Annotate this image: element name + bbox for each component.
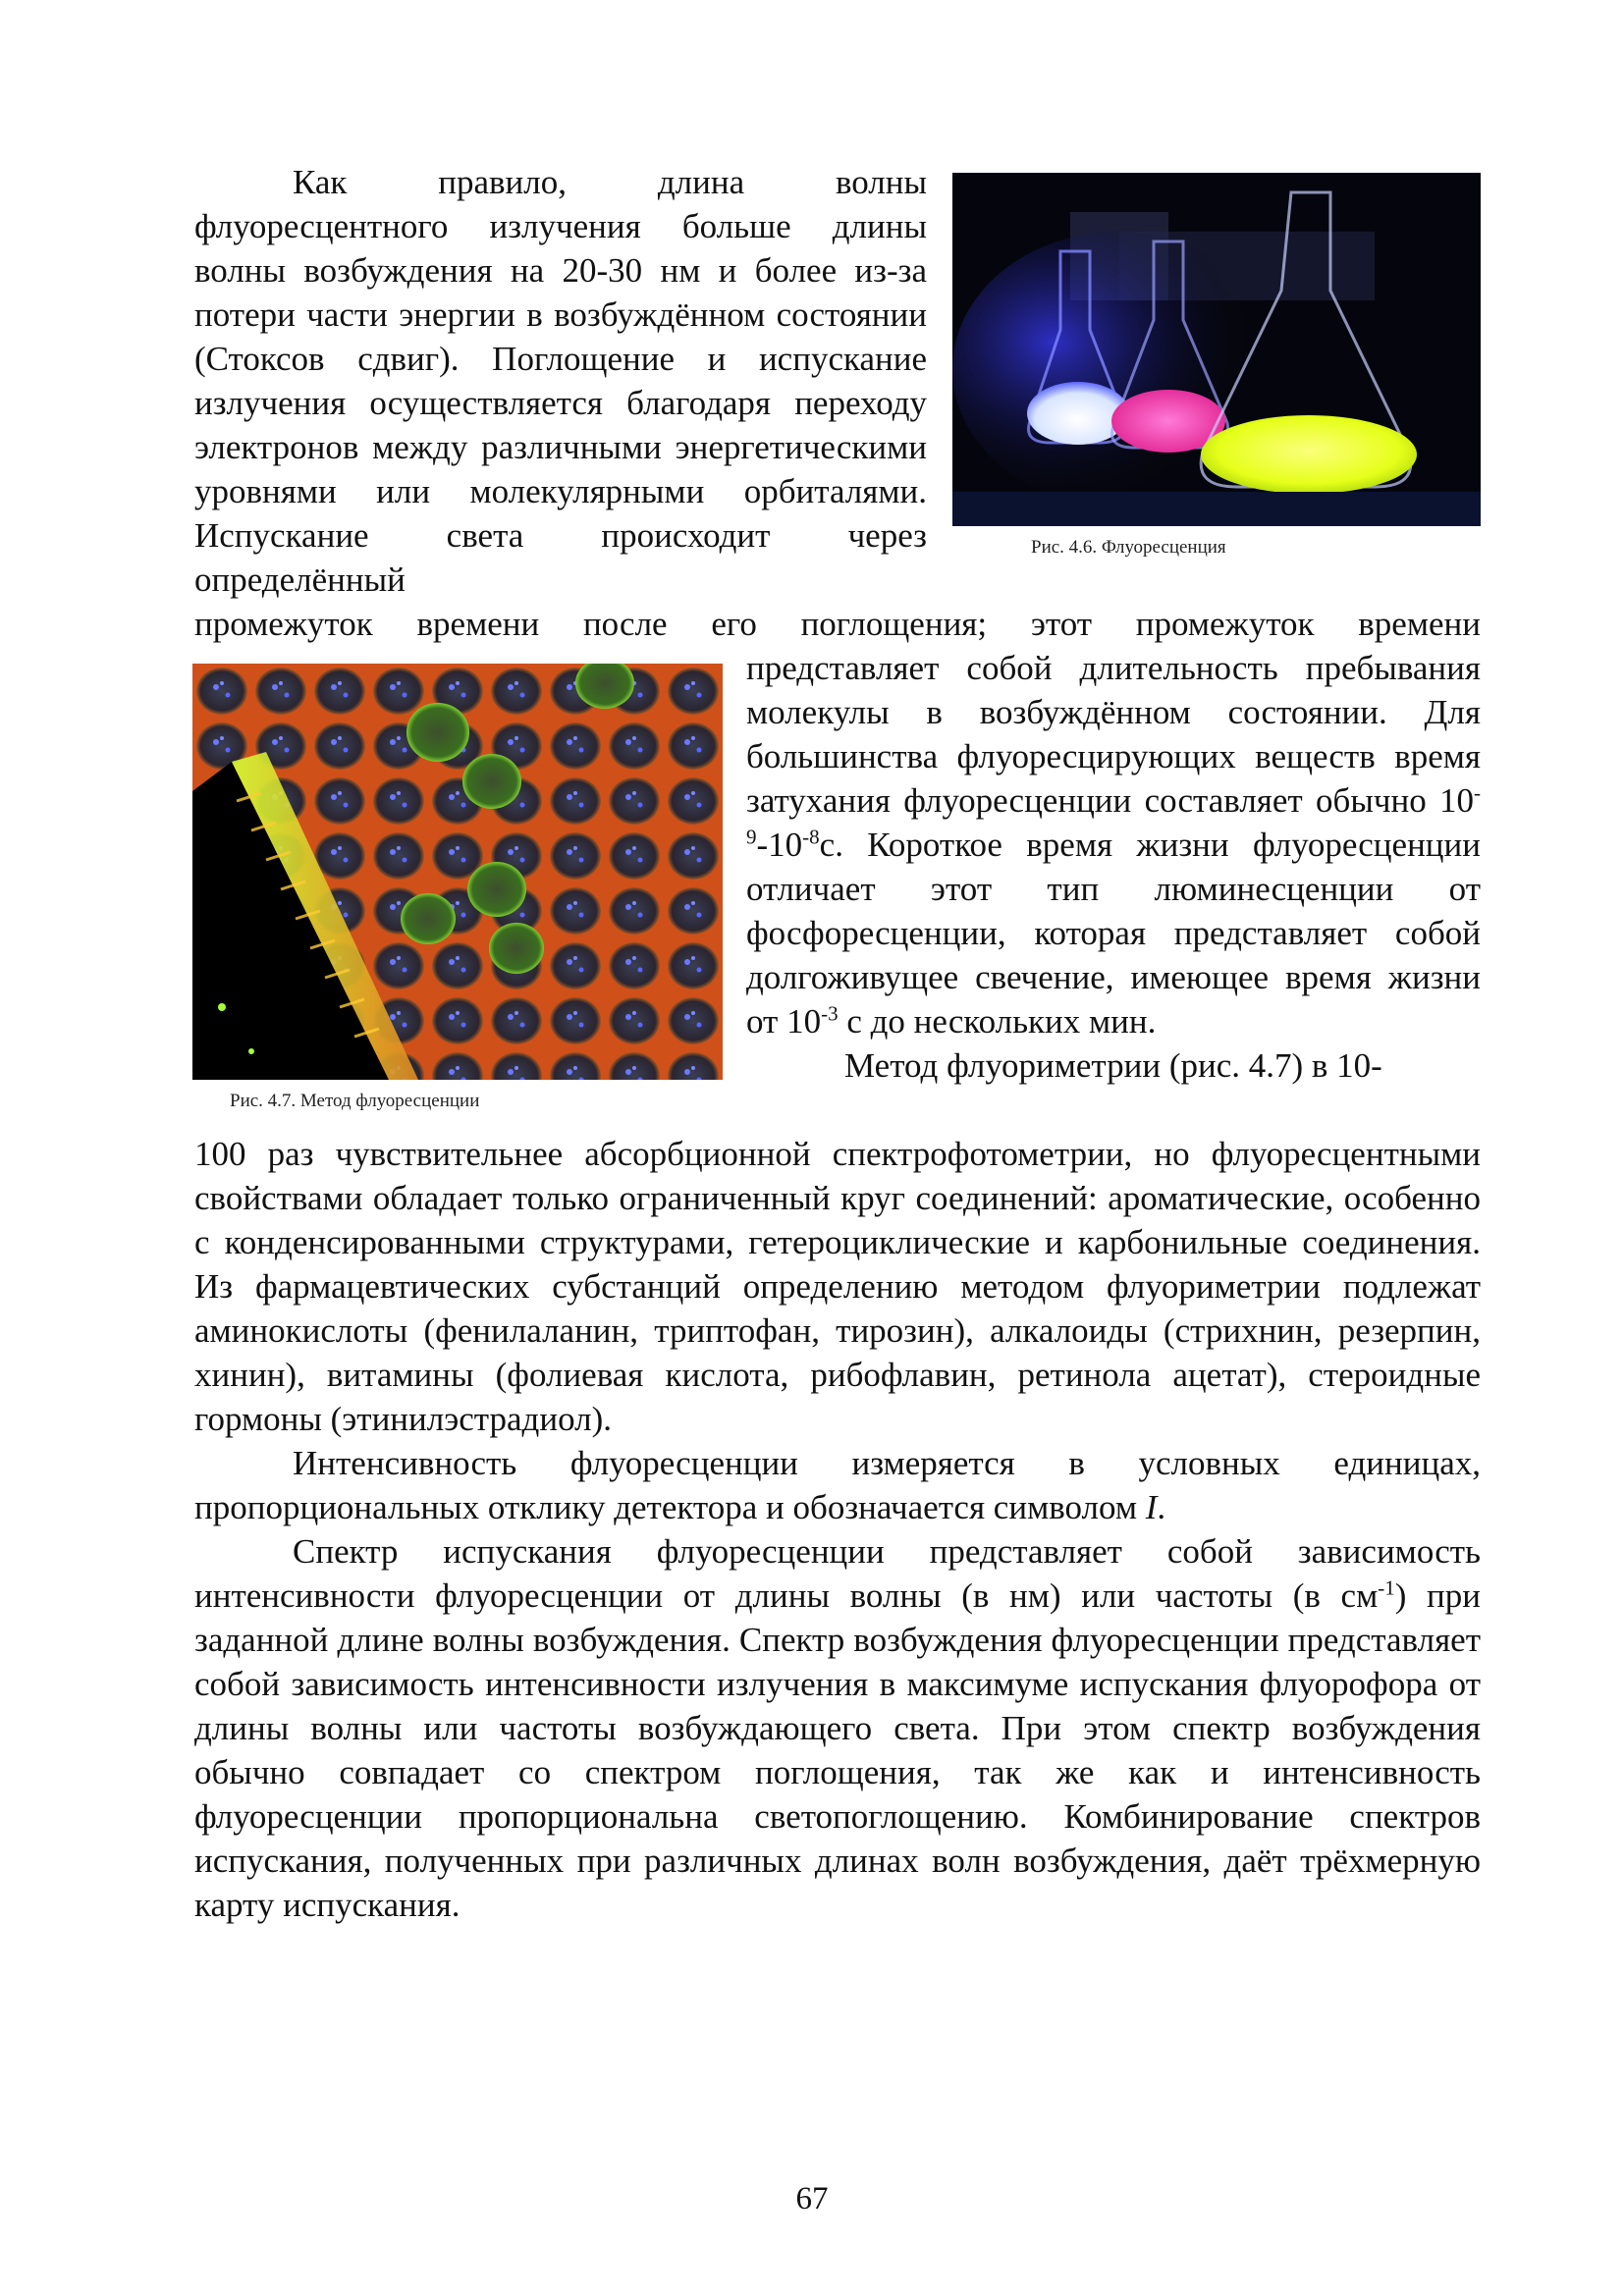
fluorescing-flasks-photo: [952, 173, 1481, 526]
paragraph-intro-continued: промежуток времени после его поглощения; этот промежуток времени: [194, 605, 1481, 643]
fluorimetry-text-start: Метод флуориметрии (рис. 4.7) в 10-: [844, 1046, 1382, 1085]
exponent-minus-8: -8: [802, 825, 820, 849]
intensity-symbol: I: [1145, 1488, 1158, 1526]
paragraph-intensity: [194, 1441, 1481, 1529]
lifetime-text-a: представляет собой длительность пребывания молекулы в возбуждённом состоянии. Для большинства флуоресцирующих веществ время затухания флуоресценции составляет обычно 10: [746, 649, 1481, 820]
flasks-illustration: [952, 173, 1481, 526]
figure-4-6-caption: Рис. 4.6. Флуоресценция: [1031, 537, 1226, 558]
main-text-column: [194, 1132, 1481, 1927]
paragraph-spectrum: [194, 1529, 1481, 1927]
paragraph-fluorimetry: 100 раз чувствительнее абсорбционной спектрофотометрии, но флуоресцентными свойствами обладает только ограниченный круг соединений: ароматические, особенно с конденсированными структурами, гетероциклические и карбонильные соединения. Из фармацевтических субстанций определению методом флуориметрии подлежат аминокислоты (фенилаланин, триптофан, тирозин), алкалоиды (стрихнин, резерпин, хинин), витамины (фолиевая кислота, рибофлавин, ретинола ацетат), стероидные гормоны (этинилэстрадиол).: [194, 1135, 1481, 1438]
page-number: 67: [795, 2181, 829, 2216]
exponent-minus-3: -3: [821, 1001, 839, 1026]
lifetime-text-b: -10: [756, 826, 803, 864]
intensity-end: .: [1157, 1488, 1166, 1526]
cells-illustration: [192, 664, 723, 1080]
paragraph-intro-lifetime: [746, 646, 1481, 1088]
intensity-text: Интенсивность флуоресценции измеряется в условных единицах, пропорциональных отклику детектора и обозначается символом: [194, 1444, 1481, 1526]
fluorescence-microscopy-cells-photo: [192, 664, 723, 1080]
figure-4-7-caption: Рис. 4.7. Метод флуоресценции: [230, 1091, 480, 1111]
exponent-minus-9: -9: [746, 780, 1481, 849]
figure-4-7: [192, 664, 723, 1113]
spectrum-text-b: ) при заданной длине волны возбуждения. Спектр возбуждения флуоресценции представляет собой зависимость интенсивности излучения в максимуме испускания флуорофора от длины волны или частоты возбуждающего света. При этом спектр возбуждения обычно совпадает со спектром поглощения, так же как и интенсивность флуоресценции пропорциональна светопоглощению. Комбинирование спектров испускания, полученных при различных длинах волн возбуждения, даёт трёхмерную карту испускания.: [194, 1576, 1481, 1924]
figure-4-6: [952, 173, 1481, 560]
lifetime-text-c: с. Короткое время жизни флуоресценции отличает этот тип люминесценции от фосфоресценции, которая представляет собой долгоживущее свечение, имеющее время жизни от 10: [746, 826, 1481, 1041]
lifetime-text-d: с до нескольких мин.: [838, 1002, 1157, 1041]
exponent-minus-1: -1: [1378, 1575, 1395, 1600]
paragraph-intro: Как правило, длина волны флуоресцентного излучения больше длины волны возбуждения на 20-30 нм и более из-за потери части энергии в возбуждённом состоянии (Стоксов сдвиг). Поглощение и испускание излучения осуществляется благодаря переходу электронов между различными энергетическими уровнями или молекулярными орбиталями. Испускание света происходит через определённый: [194, 163, 927, 599]
spectrum-text-a: Спектр испускания флуоресценции представляет собой зависимость интенсивности флуоресценции от длины волны (в нм) или частоты (в см: [194, 1532, 1481, 1615]
